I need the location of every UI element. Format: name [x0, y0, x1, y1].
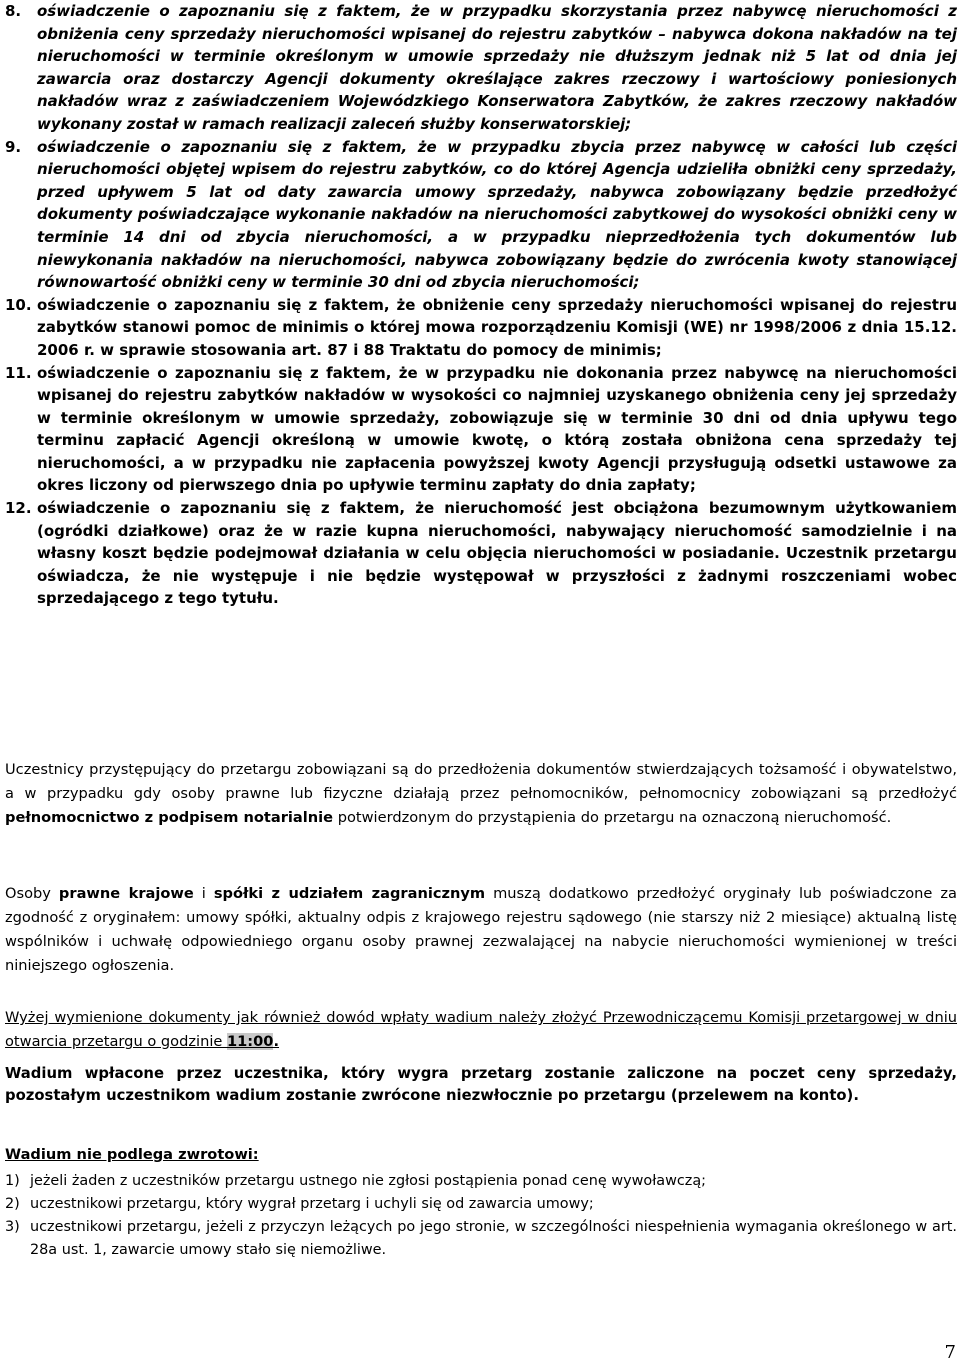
documents-deadline-paragraph [5, 1006, 957, 1054]
list-item [5, 497, 957, 610]
list-item [5, 136, 957, 294]
list-item [5, 0, 957, 136]
list-item [5, 1216, 957, 1262]
para-bold-text: spółki z udziałem zagranicznym [213, 885, 486, 902]
item-text: oświadczenie o zapoznaniu się z faktem, że w przypadku skorzystania przez nabywcę nieruchomości z obniżenia ceny sprzedaży nieruchomości wpisanej do rejestru zabytków – nabywca dokona nakładów na tej nieruchomości w terminie określonym w umowie sprzedaży nie dłuższym jednak niż 5 lat od dnia jej zawarcia oraz dostarczy Agencji dokumenty określające zakres rzeczowy i wartościowy poniesionych nakładów wraz z zaświadczeniem Wojewódzkiego Konserwatora Zabytków, że zakres rzeczowy nakładów wykonany został w ramach realizacji zaleceń służby konserwatorskiej; [37, 2, 957, 133]
item-text: oświadczenie o zapoznaniu się z faktem, że w przypadku zbycia przez nabywcę w całości lub części nieruchomości objętej wpisem do rejestru zabytków, co do której Agencja udzieliła obniżki ceny sprzedaży, przed upływem 5 lat od daty zawarcia umowy sprzedaży, nabywca zobowiązany będzie przedłożyć dokumenty poświadczające wykonanie nakładów na nieruchomości zabytkowej do wysokości obniżki ceny w terminie 14 dni od zbycia nieruchomości, a w przypadku nieprzedłożenia tych dokumentów lub niewykonania nakładów na nieruchomości, nabywca zobowiązany będzie do zwrócenia kwoty stanowiącej równowartość obniżki ceny w terminie 30 dni od zbycia nieruchomości; [37, 137, 957, 292]
non-refund-list [5, 1170, 957, 1262]
list-item [5, 362, 957, 498]
list-item [5, 294, 957, 362]
item-text-part: w sprawie stosowania art. 87 i 88 Traktatu do pomocy de minimis; [94, 340, 662, 359]
section-heading: Wadium nie podlega zwrotowi: [5, 1146, 259, 1163]
participants-paragraph [5, 758, 957, 830]
para-text: Uczestnicy przystępujący do przetargu zobowiązani są do przedłożenia dokumentów stwierdzających tożsamość i obywatelstwo, a w przypadku gdy osoby prawne lub fizyczne działają przez pełnomocników, pełnomocnicy zobowiązani są przedłożyć [5, 761, 957, 802]
para-text: muszą dodatkowo przedłożyć oryginały lub poświadczone za zgodność z oryginałem: umowy spółki, aktualny odpis z krajowego rejestru sądowego (nie starszy niż 2 miesiące) aktualną listę wspólników i uchwałę odpowiedniego organu osoby prawnej zezwalającej na nabycie nieruchomości wymienionej w treści niniejszego ogłoszenia. [5, 885, 957, 974]
opening-time: 11:00 [227, 1033, 274, 1050]
deposit-paragraph: Wadium wpłacone przez uczestnika, który wygra przetarg zostanie zaliczone na poczet ceny sprzedaży, pozostałym uczestnikom wadium zostanie zwrócone niezwłocznie po przetargu (przelewem na konto). [5, 1065, 957, 1104]
para-text: Osoby [5, 885, 59, 902]
para-text: i [193, 885, 214, 902]
item-text: jeżeli żaden z uczestników przetargu ustnego nie zgłosi postąpienia ponad cenę wywoławczą; [30, 1173, 707, 1189]
para-bold-text: prawne krajowe [58, 885, 194, 902]
item-text-part: oświadczenie o zapoznaniu się z faktem, że nieruchomość jest obciążona bezumownym użytkowaniem (ogródki działkowe) oraz że w razie kupna nieruchomości, nabywający nieruchomość samodzielnie i na własny koszt będzie podejmował działania w celu objęcia nieruchomości w posiadanie. [37, 499, 957, 563]
item-number: 2) [5, 1196, 20, 1212]
para-bold-text: pełnomocnictwo z podpisem notarialnie [5, 809, 334, 826]
item-text-part: Uczestnik przetargu oświadcza, że nie występuje i nie będzie występował w przyszłości z żadnymi roszczeniami wobec sprzedającego z tego tytułu. [37, 544, 957, 608]
para-text: potwierdzonym do przystąpienia do przetargu na oznaczoną nieruchomość. [333, 809, 892, 826]
item-number: 3) [5, 1219, 20, 1235]
legal-entities-paragraph [5, 882, 957, 978]
item-number: 1) [5, 1173, 20, 1189]
item-number: 10. [5, 295, 32, 314]
page-number: 7 [944, 1342, 956, 1363]
item-text: uczestnikowi przetargu, który wygrał przetarg i uchyli się od zawarcia umowy; [30, 1196, 594, 1212]
para-text: . [273, 1033, 280, 1050]
item-text: uczestnikowi przetargu, jeżeli z przyczyn leżących po jego stronie, w szczególności niespełnienia wymagania określonego w art. 28a ust. 1, zawarcie umowy stało się niemożliwe. [30, 1219, 957, 1258]
declarations-list [5, 0, 957, 610]
item-number: 11. [5, 363, 32, 382]
item-number: 12. [5, 499, 32, 518]
item-number: 9. [5, 137, 22, 156]
para-text: Wyżej wymienione dokumenty jak również dowód wpłaty wadium należy złożyć Przewodniczącemu Komisji przetargowej w dniu otwarcia przetargu o godzinie [5, 1009, 957, 1050]
list-item [5, 1193, 957, 1216]
item-text-part: oświadczenie o zapoznaniu się z faktem, że obniżenie ceny sprzedaży nieruchomości wpisanej do rejestru zabytków stanowi pomoc de minimis o której mowa rozporządzeniu Komisji (WE) nr 1998/2006 z dnia 15.12. 2006 r. [37, 295, 957, 359]
item-number: 8. [5, 2, 22, 20]
item-text [37, 294, 957, 362]
item-text: oświadczenie o zapoznaniu się z faktem, że w przypadku nie dokonania przez nabywcę na nieruchomości wpisanej do rejestru zabytków nakładów w wysokości co najmniej uzyskanego obniżenia ceny jej sprzedaży w terminie określonym w umowie sprzedaży, zobowiązuje się w terminie 30 dni od dnia upływu tego terminu zapłacić Agencji określoną w umowie kwotę, o którą została obniżona cena sprzedaży tej nieruchomości, a w przypadku nie zapłacenia powyższej kwoty Agencji przysługują odsetki ustawowe za okres liczony od pierwszego dnia po upływie terminu zapłaty do dnia zapłaty; [37, 363, 957, 495]
item-text [37, 497, 957, 610]
list-item [5, 1170, 957, 1193]
